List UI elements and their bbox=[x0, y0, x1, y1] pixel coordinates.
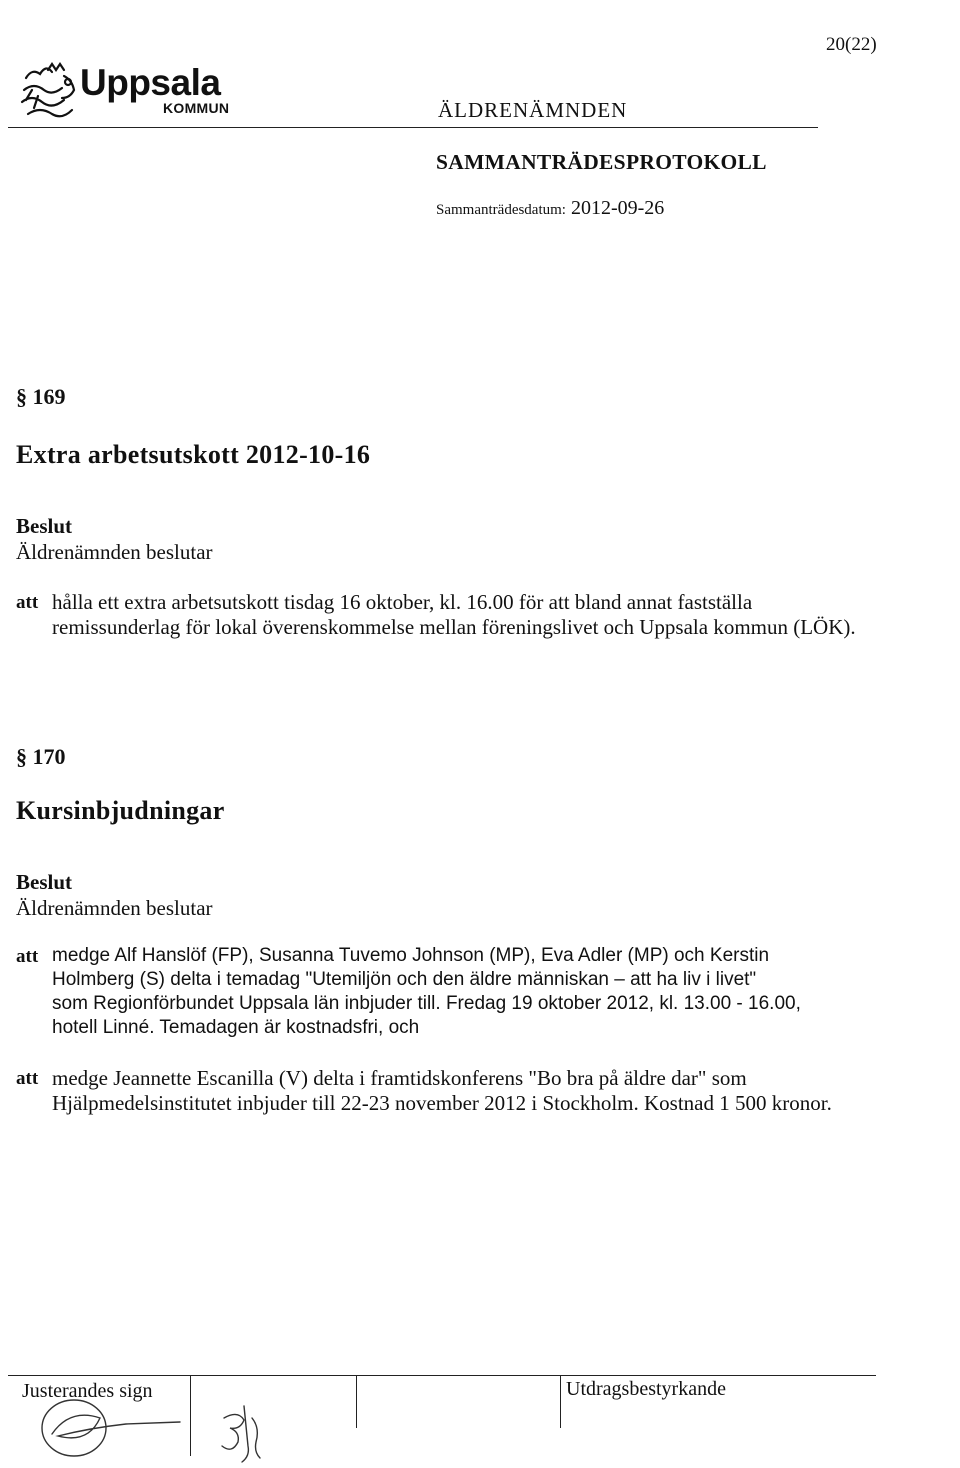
decision-item bbox=[52, 944, 932, 1040]
organization-name: ÄLDRENÄMNDEN bbox=[438, 98, 628, 122]
att-prefix: att bbox=[16, 946, 39, 967]
extract-certification-label: Utdragsbestyrkande bbox=[566, 1378, 726, 1400]
decision-item-line: medge Jeannette Escanilla (V) delta i framtidskonferens "Bo bra på äldre dar" som bbox=[52, 1066, 747, 1090]
att-prefix: att bbox=[16, 1068, 39, 1089]
decision-item-line: medge Alf Hanslöf (FP), Susanna Tuvemo Johnson (MP), Eva Adler (MP) och Kerstin bbox=[52, 945, 770, 966]
document-title: SAMMANTRÄDESPROTOKOLL bbox=[436, 150, 767, 174]
decision-item-line: remissunderlag för lokal överenskommelse mellan föreningslivet och Uppsala kommun (LÖK). bbox=[52, 615, 856, 639]
section-title: Extra arbetsutskott 2012-10-16 bbox=[16, 440, 371, 469]
section-title: Kursinbjudningar bbox=[16, 796, 225, 825]
header-divider bbox=[8, 127, 818, 128]
decision-item bbox=[52, 590, 932, 640]
decision-item-line: hålla ett extra arbetsutskott tisdag 16 oktober, kl. 16.00 för att bland annat fastställa bbox=[52, 590, 753, 614]
decision-item-line: Holmberg (S) delta i temadag "Utemiljön och den äldre människan – att ha liv i livet" bbox=[52, 969, 757, 990]
decision-item-line: hotell Linné. Temadagen är kostnadsfri, och bbox=[52, 1017, 420, 1038]
meeting-date-label: Sammanträdesdatum: bbox=[436, 202, 566, 218]
footer-divider bbox=[8, 1375, 876, 1376]
footer-column-divider bbox=[356, 1376, 357, 1428]
decision-label: Beslut bbox=[16, 514, 73, 538]
handwritten-signatures bbox=[30, 1388, 290, 1468]
att-prefix: att bbox=[16, 592, 39, 613]
section-number: § 170 bbox=[16, 744, 66, 769]
decision-intro: Äldrenämnden beslutar bbox=[16, 540, 213, 564]
meeting-date bbox=[436, 197, 664, 220]
adjusters-sign-label: Justerandes sign bbox=[22, 1380, 153, 1402]
logo-wordmark: Uppsala bbox=[80, 62, 221, 103]
meeting-date-value: 2012-09-26 bbox=[570, 197, 665, 219]
decision-item-line: Hjälpmedelsinstitutet inbjuder till 22-23 november 2012 i Stockholm. Kostnad 1 500 kronor. bbox=[52, 1091, 832, 1115]
decision-item-line: som Regionförbundet Uppsala län inbjuder till. Fredag 19 oktober 2012, kl. 13.00 - 16.00, bbox=[52, 993, 801, 1014]
decision-label: Beslut bbox=[16, 870, 73, 894]
page-number: 20(22) bbox=[826, 34, 877, 55]
footer-column-divider bbox=[560, 1376, 561, 1428]
decision-intro: Äldrenämnden beslutar bbox=[16, 896, 213, 920]
decision-item bbox=[52, 1066, 932, 1116]
logo-subtitle: KOMMUN bbox=[163, 100, 230, 116]
coat-of-arms-icon bbox=[18, 60, 82, 122]
section-number: § 169 bbox=[16, 384, 66, 409]
